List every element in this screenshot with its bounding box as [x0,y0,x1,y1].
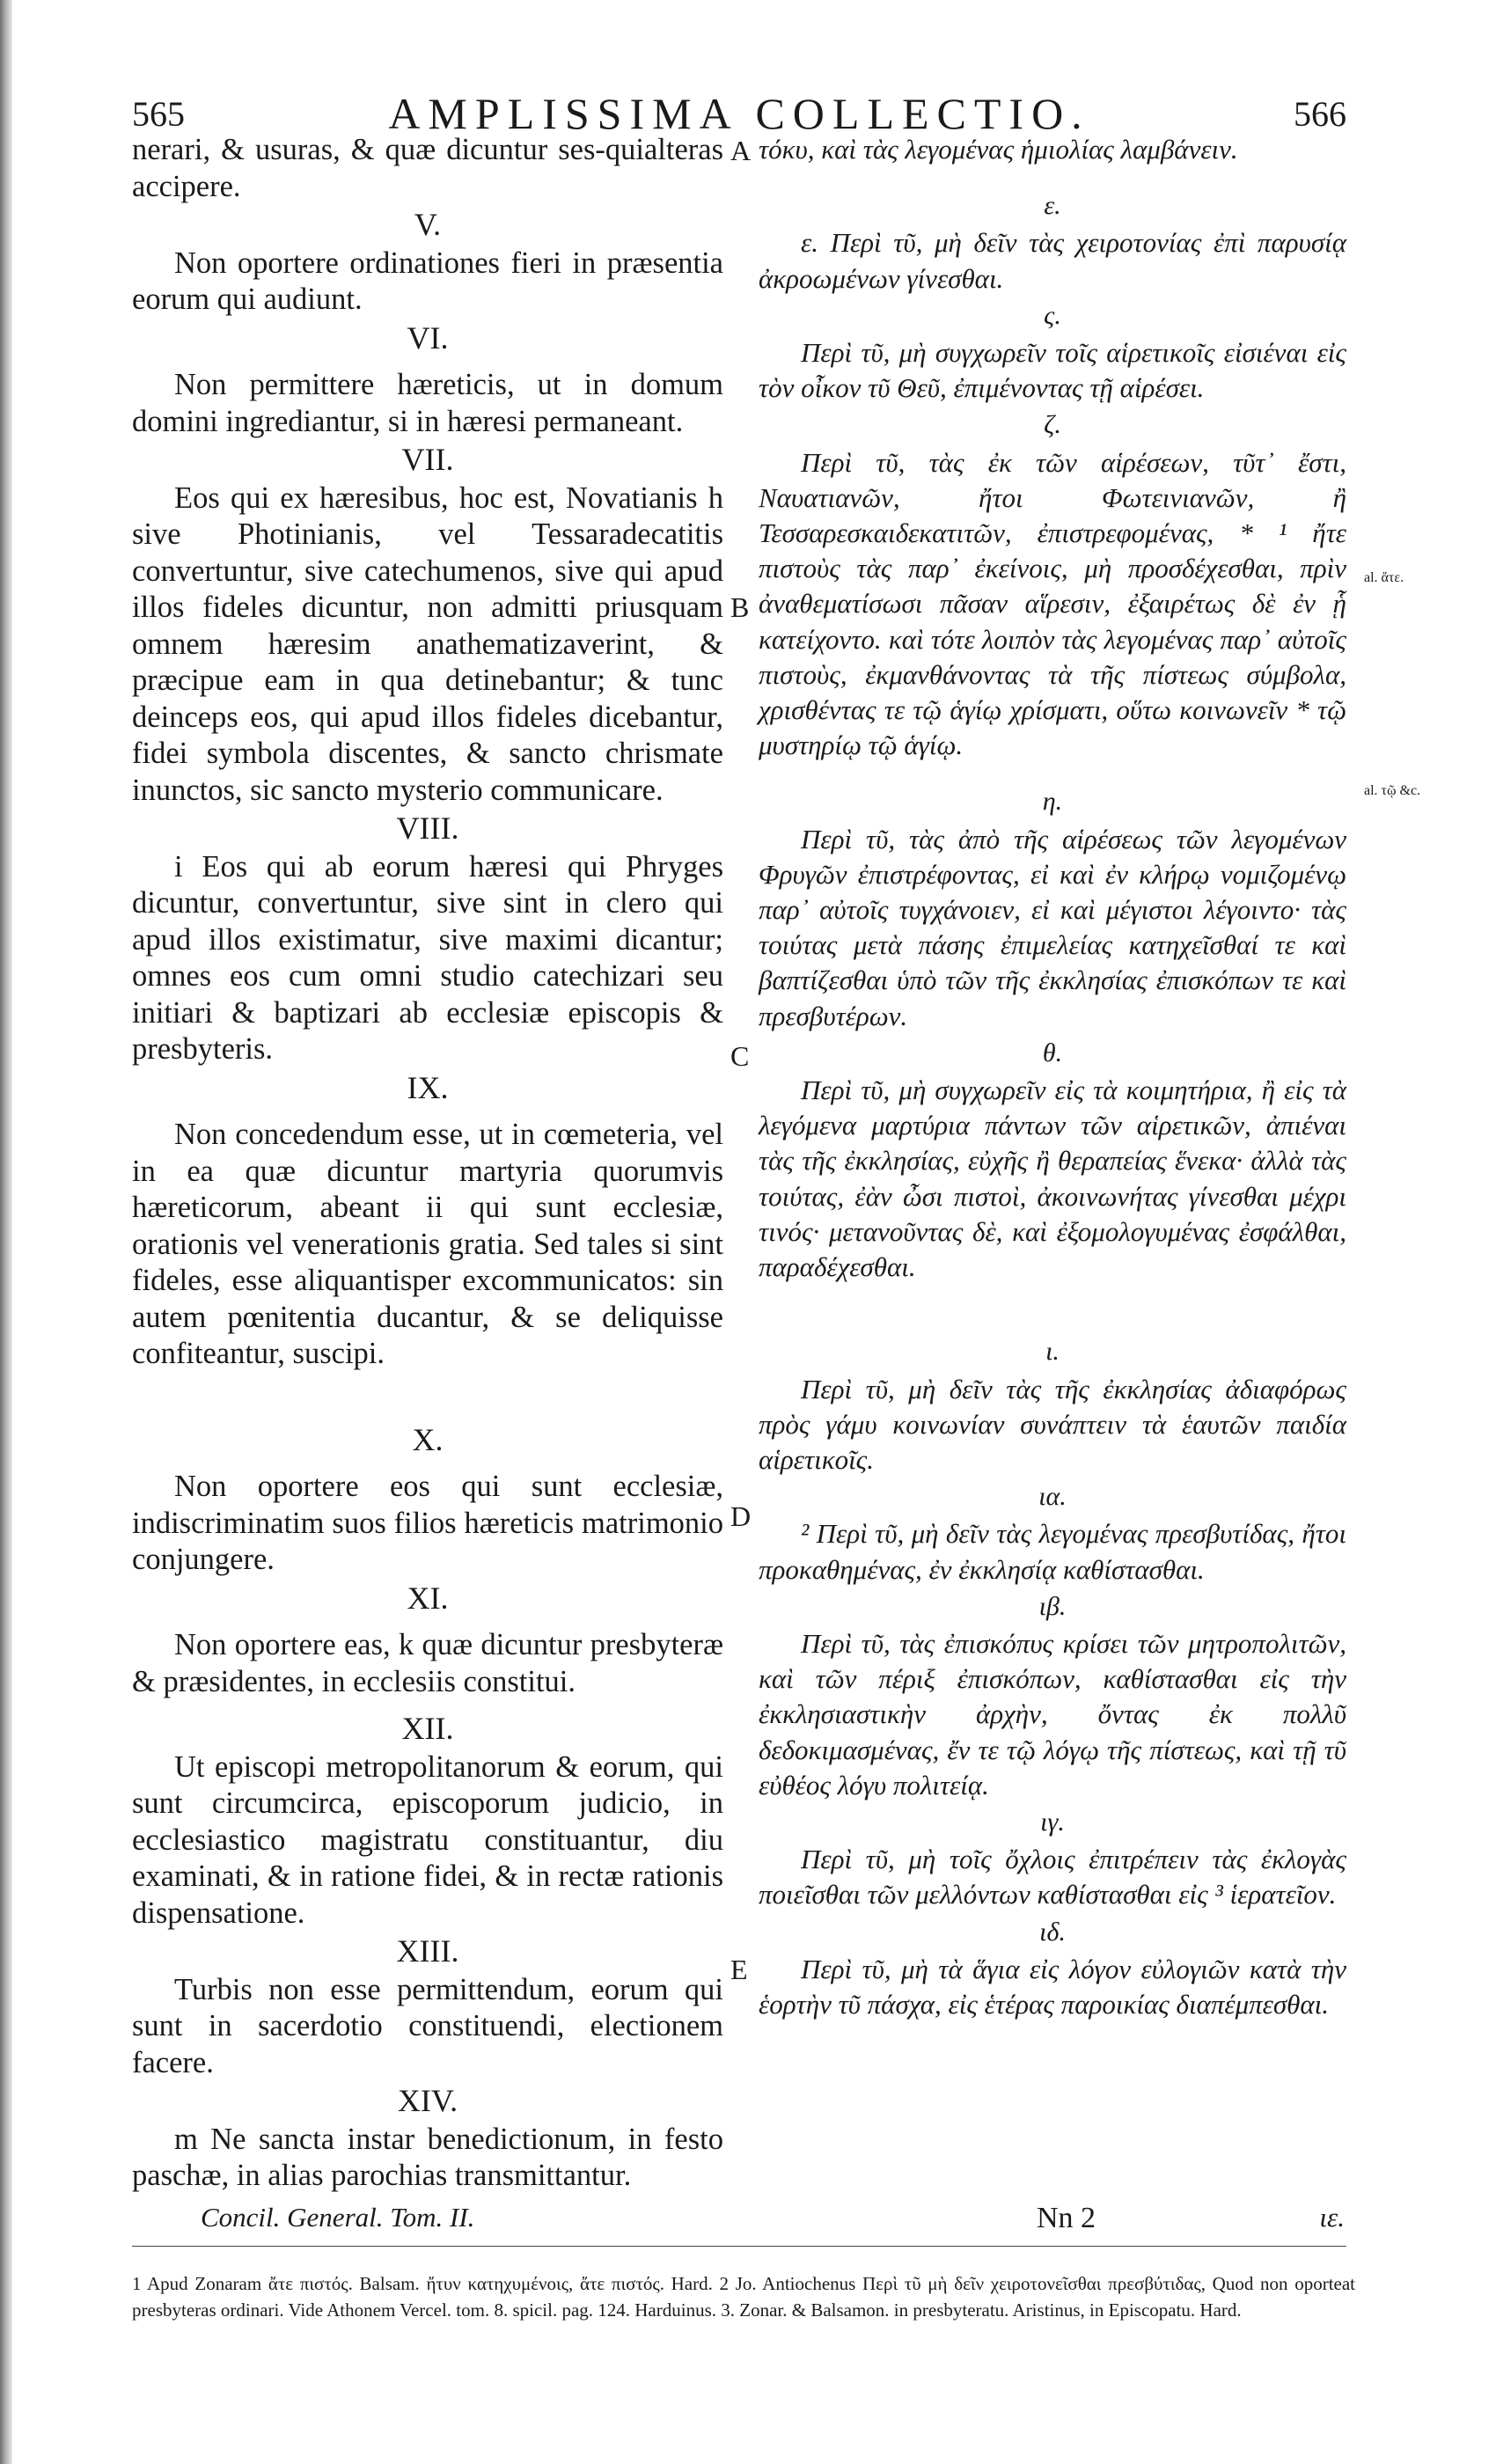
canon-number: η. [1042,787,1063,817]
canon-text: Περὶ τῦ, μὴ συγχωρεῖν εἰς τὰ κοιμητήρια, ἢ εἰς τὰ λεγόμενα μαρτύρια πάντων τῶν αἱρετικῶν, ἀπιέναι τὰς τῆς ἐκκλησίας, εὐχῆς ἢ θεραπείας ἕνεκα· ἀλλὰ τὰς τοιύτας, ἐὰν ὦσι πιστοὶ, ἀκοινωνήτας γίνεσθαι μέχρι τινός· μετανοῦντας δὲ, καὶ ἐξομολογυμένας ἐσφάλθαι, παραδέχεσθαι. [759,1074,1346,1283]
canon-text: Non concedendum esse, ut in cœmeteria, vel in ea quæ dicuntur martyria quorumvis hæreticorum, abeant ii qui sunt ecclesiæ, orationis vel venerationis gratia. Sed tales si sint fideles, esse aliquantisper excommunicatos: sin autem pœnitentia ducantur, & se deliquisse confiteantur, suscipi. [132,1118,723,1370]
canon-text: Turbis non esse permittendum, eorum qui sunt in sacerdotio constituendi, electionem facere. [132,1972,723,2079]
canon-number: IX. [407,1069,449,1105]
canon-number: XIII. [396,1933,459,1969]
canon-text: Non permittere hæreticis, ut in domum domini ingrediantur, si in hæresi permaneant. [132,368,723,438]
margin-note: al. τῷ &c. [1364,783,1421,798]
running-title: AMPLISSIMA COLLECTIO. [388,89,1090,138]
canon-text: Περὶ τῦ, μὴ δεῖν τὰς τῆς ἐκκλησίας ἀδιαφόρως πρὸς γάμυ κοινωνίαν συνάπτειν τὰ ἑαυτῶν παιδία αἱρετικοῖς. [759,1373,1346,1475]
canon-number: XI. [407,1580,449,1616]
greek-intro: τόκυ, καὶ τὰς λεγομένας ἡμιολίας λαμβάνειν. [759,134,1238,165]
latin-column [132,132,723,2195]
canon-text: i Eos qui ab eorum hæresi qui Phryges dicuntur, convertuntur, sive sint in clero qui apud illos existimatur, sive maximi dicantur; omnes eos cum omni studio catechizari seu initiari & baptizari ab ecclesiæ episcopis & presbyteris. [132,849,723,1066]
canon-number: V. [414,207,442,242]
latin-intro: nerari, & usuras, & quæ dicuntur ses-quialteras accipere. [132,133,723,203]
page-footer [201,2202,1345,2240]
canon-number: ς. [1044,300,1061,330]
canon-text: Περὶ τῦ, μὴ τὰ ἅγια εἰς λόγον εὐλογιῶν κατὰ τὴν ἑορτὴν τῦ πάσχα, εἰς ἑτέρας παροικίας διαπέμπεσθαι. [759,1953,1346,2020]
canon-number: ια. [1038,1482,1067,1512]
canon-text: Non oportere eas, k quæ dicuntur presbyteræ & præsidentes, in ecclesiis constitui. [132,1628,723,1698]
canon-number: VI. [407,319,449,356]
canon-text: Non oportere ordinationes fieri in præsentia eorum qui audiunt. [132,246,723,316]
canon-text: Non oportere eos qui sunt ecclesiæ, indiscriminatim suos filios hæreticis matrimonio conjungere. [132,1470,723,1576]
section-letter-d: D [730,1500,752,1532]
canon-number: ιδ. [1039,1917,1066,1947]
catchword: ιε. [1319,2202,1345,2233]
canon-text: ε. Περὶ τῦ, μὴ δεῖν τὰς χειροτονίας ἐπὶ παρυσίᾳ ἀκροωμένων γίνεσθαι. [759,227,1346,294]
canon-text: Περὶ τῦ, τὰς ἀπὸ τῆς αἱρέσεως τῶν λεγομένων Φρυγῶν ἐπιστρέφοντας, εἰ καὶ ἐν κλήρῳ νομιζομένῳ παρ᾽ αὐτοῖς τυγχάνοιεν, εἰ καὶ μέγιστοι λέγοιντο· τὰς τοιύτας μετὰ πάσης ἐπιμελείας κατηχεῖσθαί τε καὶ βαπτίζεσθαι ὑπὸ τῶν τῆς ἐκκλησίας ἐπισκόπων τε καὶ πρεσβυτέρων. [759,823,1346,1031]
section-letter-b: B [730,591,750,623]
canon-text: Περὶ τῦ, τὰς ἐπισκόπυς κρίσει τῶν μητροπολιτῶν, καὶ τῶν πέριξ ἐπισκόπων, καθίστασθαι εἰς τὴν ἐκκλησιαστικὴν ἀρχὴν, ὄντας ἐκ πολλῦ δεδοκιμασμένας, ἔν τε τῷ λόγῳ τῆς πίστεως, καὶ τῇ τῦ εὐθέος λόγυ πολιτείᾳ. [759,1627,1346,1800]
section-letter-e: E [730,1954,748,1985]
section-letter-a: A [730,135,752,166]
canon-text: m Ne sancta instar benedictionum, in festo paschæ, in alias parochias transmittantur. [132,2122,723,2192]
canon-number: VIII. [396,810,459,846]
canon-number: VII. [401,442,454,477]
canon-number: ιγ. [1040,1807,1065,1837]
canon-number: XIV. [397,2083,458,2118]
footer-volume: Concil. General. Tom. II. [201,2202,475,2233]
canon-number: ζ. [1044,410,1061,440]
canon-text: Περὶ τῦ, τὰς ἐκ τῶν αἱρέσεων, τῦτ᾽ ἔστι, Ναυατιανῶν, ἤτοι Φωτεινιανῶν, ἢ Τεσσαρεσκαιδεκατιτῶν, ἐπιστρεφομένας, * ¹ ἤτε πιστοὺς τὰς παρ᾽ ἐκείνοις, μὴ προσδέχεσθαι, πρὶν ἀναθεματίσωσι πᾶσαν αἵρεσιν, ἐξαιρέτως δὲ ἐν ᾗ κατείχοντο. καὶ τότε λοιπὸν τὰς λεγομένας παρ᾽ αὐτοῖς πιστοὺς, ἐκμανθάνοντας τὰ τῆς πίστεως σύμβολα, χρισθέντας τε τῷ ἁγίῳ χρίσματι, οὕτω κοινωνεῖν * τῷ μυστηρίῳ τῷ ἁγίῳ. [759,446,1346,761]
canon-number: X. [412,1421,444,1457]
canon-number: θ. [1042,1038,1063,1067]
signature-mark: Nn 2 [1037,2202,1096,2234]
margin-note: al. ἄτε. [1364,570,1404,585]
greek-column [759,132,1346,2022]
canon-text: Eos qui ex hæresibus, hoc est, Novatianis h sive Photinianis, vel Tessaradecatitis convertuntur, sive catechumenos, sive qui apud illos fideles dicuntur, non admitti priusquam omnem hæresim anathematizaverint, & præcipue eam in qua detinebantur; & tunc deinceps eos, qui apud illos fideles dicebantur, fidei symbola discentes, & sancto chrismate inunctos, sic sancto mysterio communicare. [132,480,723,807]
canon-text: Περὶ τῦ, μὴ τοῖς ὄχλοις ἐπιτρέπειν τὰς ἐκλογὰς ποιεῖσθαι τῶν μελλόντων καθίστασθαι εἰς ³ ἱερατεῖον. [759,1844,1346,1910]
section-letter-c: C [730,1040,750,1072]
canon-number: ε. [1044,191,1061,221]
canon-number: ιβ. [1038,1591,1067,1621]
footnotes: 1 Apud Zonaram ἄτε πιστός. Balsam. ἤτυν κατηχυμένοις, ἄτε πιστός. Hard. 2 Jo. Antiochenus Περὶ τῦ μὴ δεῖν χειροτονεῖσθαι πρεσβύτιδας, Quod non oporteat presbyteras ordinari. Vide Athonem Vercel. tom. 8. spicil. pag. 124. Harduinus. 3. Zonar. & Balsamon. in presbyteratu. Aristinus, in Episcopatu. Hard. [132,2273,1355,2321]
canon-number: XII. [401,1711,454,1746]
page-number-right: 566 [1294,94,1346,134]
canon-text: Περὶ τῦ, μὴ συγχωρεῖν τοῖς αἱρετικοῖς εἰσιέναι εἰς τὸν οἶκον τῦ Θεῦ, ἐπιμένοντας τῇ αἱρέσει. [759,337,1346,404]
canon-text: ² Περὶ τῦ, μὴ δεῖν τὰς λεγομένας πρεσβυτίδας, ἤτοι προκαθημένας, ἐν ἐκκλησίᾳ καθίστασθαι. [759,1518,1346,1585]
footnote-rule [132,2246,1346,2247]
canon-text: Ut episcopi metropolitanorum & eorum, qui sunt circumcirca, episcoporum judicio, in ecclesiastico magistratu constituantur, diu examinati, & in ratione fidei, & in rectæ rationis dispensatione. [132,1749,723,1930]
page-number-left: 565 [132,94,185,134]
canon-number: ι. [1045,1337,1060,1367]
